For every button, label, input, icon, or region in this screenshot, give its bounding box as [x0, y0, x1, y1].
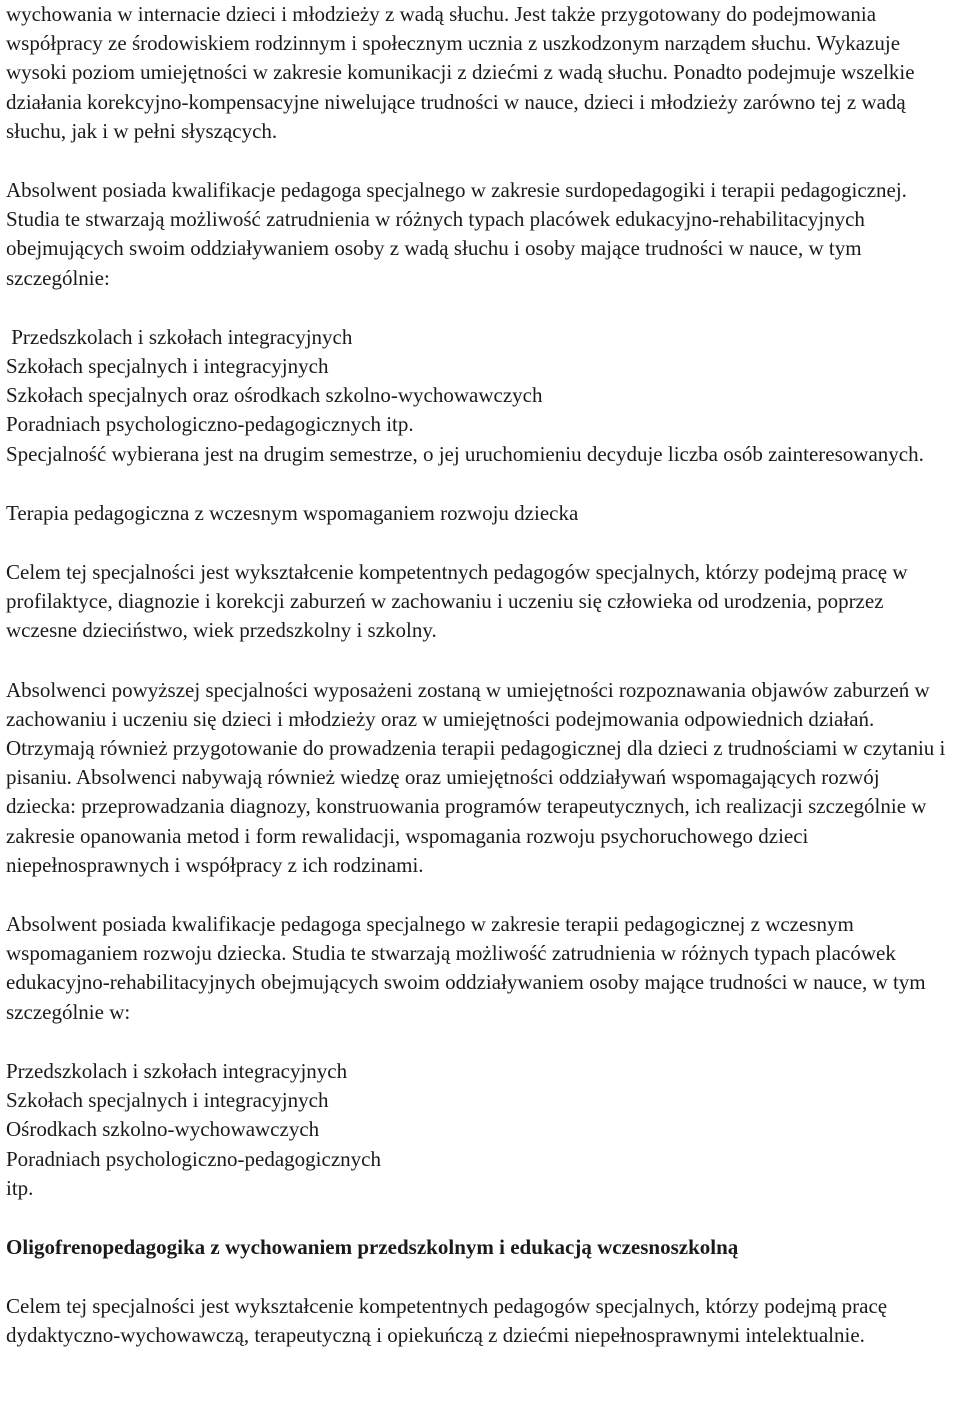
list-item: Szkołach specjalnych i integracyjnych	[6, 354, 329, 379]
paragraph-oligophrenopedagogy-goal: Celem tej specjalności jest wykształcenie kompetentnych pedagogów specjalnych, którzy podejmą pracę dydaktyczno-wychowawczą, terapeutyczną i opiekuńczą z dziećmi niepełnosprawnymi intelektualnie.	[6, 1294, 888, 1348]
list-workplaces-therapy	[6, 1057, 954, 1203]
paragraph-therapy-qualifications: Absolwent posiada kwalifikacje pedagoga specjalnego w zakresie terapii pedagogicznej z wczesnym wspomaganiem rozwoju dziecka. Studia te stwarzają możliwość zatrudnienia w różnych typach placówek edukacyjno-rehabilitacyjnych obejmujących swoim oddziaływaniem osoby mające trudności w nauce, w tym szczególnie w:	[6, 912, 926, 1024]
document-page	[6, 0, 954, 1351]
list-item: Poradniach psychologiczno-pedagogicznych itp.	[6, 412, 414, 437]
paragraph-surdopedagogy-intro: wychowania w internacie dzieci i młodzieży z wadą słuchu. Jest także przygotowany do podejmowania współpracy ze środowiskiem rodzinnym i społecznym ucznia z uszkodzonym narządem słuchu. Wykazuje wysoki poziom umiejętności w zakresie komunikacji z dziećmi z wadą słuchu. Ponadto podejmuje wszelkie działania korekcyjno-kompensacyjne niwelujące trudności w nauce, dzieci i młodzieży zarówno tej z wadą słuchu, jak i w pełni słyszących.	[6, 2, 915, 143]
paragraph-specialty-selection: Specjalność wybierana jest na drugim semestrze, o jej uruchomieniu decyduje liczba osób zainteresowanych.	[6, 441, 924, 466]
list-item: Szkołach specjalnych i integracyjnych	[6, 1088, 329, 1113]
paragraph-therapy-graduates: Absolwenci powyższej specjalności wyposażeni zostaną w umiejętności rozpoznawania objawów zaburzeń w zachowaniu i uczeniu się dzieci i młodzieży oraz w umiejętności podejmowania odpowiednich działań. Otrzymają również przygotowanie do prowadzenia terapii pedagogicznej dla dzieci z trudnościami w czytaniu i pisaniu. Absolwenci nabywają również wiedzę oraz umiejętności oddziaływań wspomagających rozwój dziecka: przeprowadzania diagnozy, konstruowania programów terapeutycznych, ich realizacji szczególnie w zakresie opanowania metod i form rewalidacji, wspomagania rozwoju psychoruchowego dzieci niepełnosprawnych i współpracy z ich rodzinami.	[6, 677, 946, 877]
list-item: itp.	[6, 1175, 34, 1200]
list-item: Szkołach specjalnych oraz ośrodkach szkolno-wychowawczych	[6, 383, 543, 408]
list-workplaces-surdopedagogy	[6, 323, 954, 440]
list-item: Przedszkolach i szkołach integracyjnych	[6, 324, 353, 349]
list-item: Poradniach psychologiczno-pedagogicznych	[6, 1146, 381, 1171]
paragraph-therapy-goal: Celem tej specjalności jest wykształcenie kompetentnych pedagogów specjalnych, którzy podejmą pracę w profilaktyce, diagnozie i korekcji zaburzeń w zachowaniu i uczeniu się człowieka od urodzenia, poprzez wczesne dzieciństwo, wiek przedszkolny i szkolny.	[6, 560, 908, 643]
section-heading-pedagogical-therapy: Terapia pedagogiczna z wczesnym wspomaganiem rozwoju dziecka	[6, 500, 579, 525]
list-item: Przedszkolach i szkołach integracyjnych	[6, 1058, 348, 1083]
list-item: Ośrodkach szkolno-wychowawczych	[6, 1117, 320, 1142]
section-heading-oligophrenopedagogy: Oligofrenopedagogika z wychowaniem przedszkolnym i edukacją wczesnoszkolną	[6, 1234, 739, 1259]
paragraph-surdopedagogy-qualifications: Absolwent posiada kwalifikacje pedagoga specjalnego w zakresie surdopedagogiki i terapii pedagogicznej. Studia te stwarzają możliwość zatrudnienia w różnych typach placówek edukacyjno-rehabilitacyjnych obejmujących swoim oddziaływaniem osoby z wadą słuchu i osoby mające trudności w nauce, w tym szczególnie:	[6, 178, 907, 290]
